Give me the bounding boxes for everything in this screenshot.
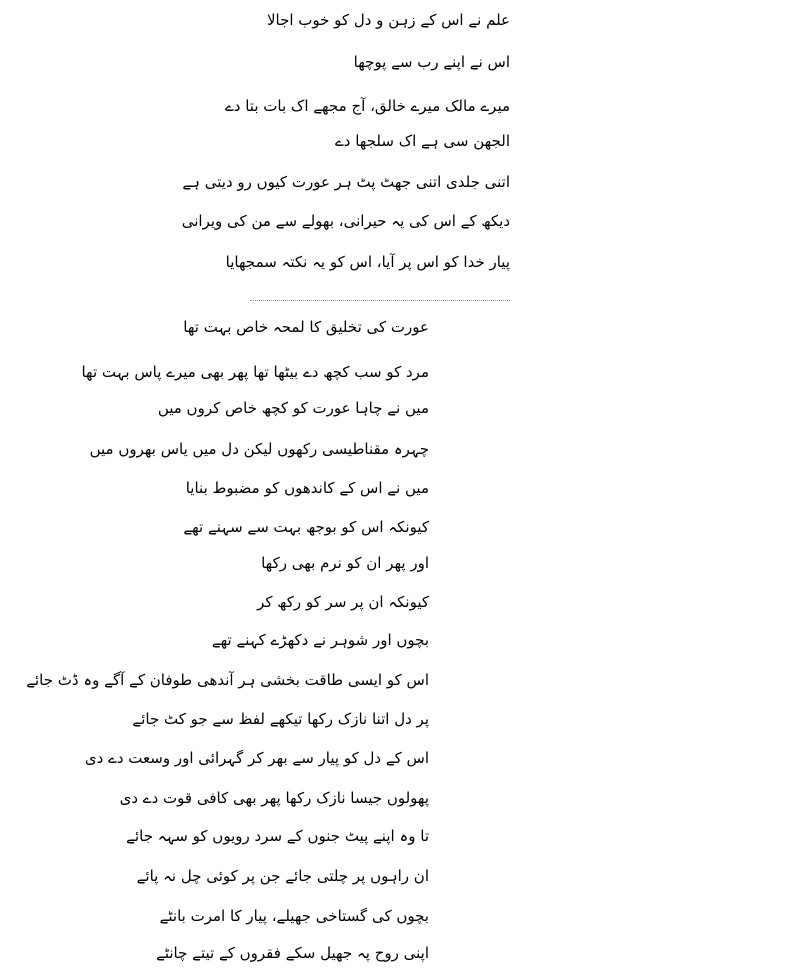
poem-line: پھولوں جیسا نازک رکھا پھر بھی کافی قوت دے دی — [119, 789, 429, 807]
poem-line: میں نے چاہا عورت کو کچھ خاص کروں میں — [157, 399, 429, 417]
poem-line: پیار خدا کو اس پر آیا، اس کو یہ نکتہ سمجھایا — [225, 253, 510, 271]
poem-line: ان راہوں پر چلتی جائے جن پر کوئی چل نہ پائے — [136, 867, 429, 885]
poem-line: بچوں کی گستاخی جھیلے، پیار کا امرت بانٹے — [159, 907, 429, 925]
poem-line: بچوں اور شوہر نے دکھڑے کہنے تھے — [211, 631, 429, 649]
poem-line: میرے مالک میرے خالق، آج مجھے اک بات بتا دے — [225, 97, 510, 115]
poem-line: اس نے اپنے رب سے پوچھا — [353, 53, 510, 71]
poem-line: پر دل اتنا نازک رکھا تیکھے لفظ سے جو کٹ جائے — [132, 710, 429, 728]
poem-line: دیکھ کے اس کی یہ حیرانی، بھولے سے من کی ویرانی — [181, 212, 510, 230]
poem-line: تا وہ اپنے پیٹ جنوں کے سرد رویوں کو سہہ جائے — [126, 827, 429, 845]
dotted-divider — [250, 300, 510, 301]
poem-line: مرد کو سب کچھ دے بیٹھا تھا پھر بھی میرے پاس بہت تھا — [81, 363, 429, 381]
poem-line: علم نے اس کے زہن و دل کو خوب اجالا — [266, 11, 510, 29]
poem-line: اتنی جلدی اتنی جھٹ پٹ ہر عورت کیوں رو دیتی ہے — [182, 173, 510, 191]
poem-line: اپنی روح پہ جھیل سکے فقروں کے تیتے چانٹے — [156, 944, 429, 962]
poem-line: میں نے اس کے کاندھوں کو مضبوط بنایا — [185, 479, 429, 497]
poem-line: کیونکہ ان پر سر کو رکھ کر — [257, 593, 429, 611]
poem-line: چہرہ مقناطیسی رکھوں لیکن دل میں یاس بھروں میں — [89, 440, 429, 458]
poem-line: اس کے دل کو پیار سے بھر کر گہرائی اور وسعت دے دی — [84, 749, 429, 767]
poem-line: الجھن سی ہے اک سلجھا دے — [334, 132, 510, 150]
poem-line: اس کو ایسی طاقت بخشی ہر آندھی طوفان کے آگے وہ ڈٹ جائے — [26, 671, 429, 689]
poem-line: کیونکہ اس کو بوجھ بہت سے سہنے تھے — [183, 518, 429, 536]
poem-line: اور پھر ان کو نرم بھی رکھا — [261, 554, 429, 572]
poem-line: عورت کی تخلیق کا لمحہ خاص بہت تھا — [183, 318, 429, 336]
